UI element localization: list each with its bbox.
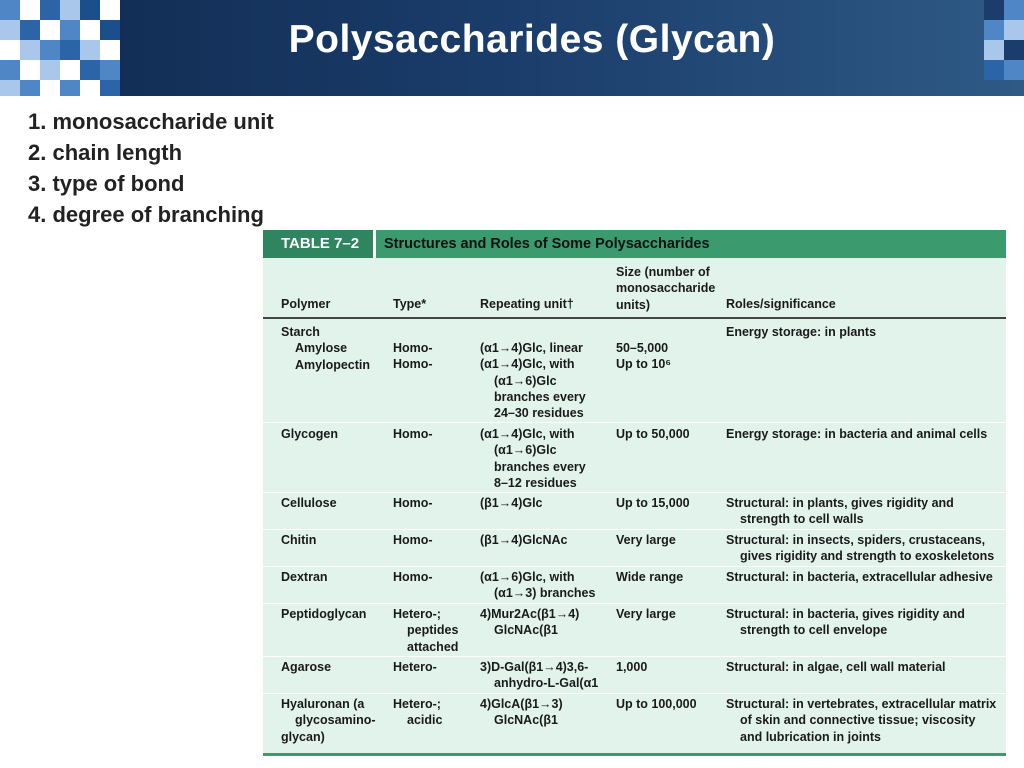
table-caption: Structures and Roles of Some Polysaccharides: [384, 236, 710, 252]
chitin-roles: [726, 532, 994, 565]
roles-line: Structural: in plants, gives rigidity and: [726, 496, 954, 510]
unit-line: (α1→4)Glc, with: [480, 427, 575, 441]
chitin-size: Very large: [616, 533, 676, 547]
table-header-divider: [373, 230, 376, 258]
polymer-name: glycosamino-: [295, 713, 376, 728]
col-header-type: Type*: [393, 297, 427, 311]
polymer-name: Starch: [281, 325, 320, 339]
unit-line: 4)GlcA(β1→3): [480, 697, 563, 711]
type-value: Homo-: [393, 341, 433, 355]
unit-line: 8–12 residues: [494, 475, 577, 490]
type-value: Hetero-;: [393, 607, 441, 621]
peptidoglycan-roles: [726, 606, 965, 639]
type-value: attached: [407, 639, 459, 654]
peptidoglycan-unit: [480, 606, 579, 639]
polymer-subtype: Amylopectin: [295, 357, 371, 372]
peptidoglycan-polymer: Peptidoglycan: [281, 607, 367, 621]
unit-line: (α1→3) branches: [494, 586, 596, 601]
starch-roles: Energy storage: in plants: [726, 325, 877, 339]
glycogen-type: Homo-: [393, 427, 433, 441]
unit-line: 4)Mur2Ac(β1→4): [480, 607, 580, 621]
row-rule: [263, 656, 1006, 657]
glycogen-size: Up to 50,000: [616, 427, 690, 441]
key-points-list: [28, 106, 274, 230]
cellulose-roles: [726, 495, 954, 528]
decorative-mosaic-left: [0, 0, 120, 96]
glycogen-roles: Energy storage: in bacteria and animal cells: [726, 427, 988, 441]
roles-line: strength to cell envelope: [740, 623, 888, 638]
point-item: 1. monosaccharide unit: [28, 109, 274, 134]
decorative-mosaic-right: [978, 0, 1024, 96]
starch-size: [616, 340, 671, 373]
starch-type: [393, 340, 433, 373]
roles-line: of skin and connective tissue; viscosity: [740, 713, 976, 728]
hyaluronan-unit: [480, 696, 563, 729]
agarose-unit: [480, 659, 598, 692]
header-rule: [263, 317, 1006, 319]
col-header-size: [616, 264, 715, 313]
row-rule: [263, 603, 1006, 604]
roles-line: Structural: in bacteria, gives rigidity and: [726, 607, 965, 621]
point-item: 3. type of bond: [28, 171, 185, 196]
polymer-subtype: Amylose: [295, 341, 348, 356]
cellulose-unit: (β1→4)Glc: [480, 496, 543, 510]
size-value: Up to 10⁶: [616, 357, 672, 372]
chitin-polymer: Chitin: [281, 533, 317, 547]
peptidoglycan-size: Very large: [616, 607, 676, 621]
hyaluronan-size: Up to 100,000: [616, 697, 697, 711]
type-value: peptides: [407, 623, 459, 638]
row-rule: [263, 492, 1006, 493]
cellulose-type: Homo-: [393, 496, 433, 510]
polymer-name: Hyaluronan (a: [281, 697, 365, 711]
col-header-roles: Roles/significance: [726, 297, 836, 311]
col-header-size-line: Size (number of: [616, 265, 710, 279]
polysaccharides-table: [263, 230, 1006, 756]
unit-line: branches every: [494, 389, 586, 404]
col-header-size-line: monosaccharide: [616, 281, 716, 296]
unit-line: (α1→6)Glc: [494, 443, 557, 458]
agarose-polymer: Agarose: [281, 660, 332, 674]
roles-line: Structural: in vertebrates, extracellular matrix: [726, 697, 997, 711]
row-rule: [263, 693, 1006, 694]
unit-line: (α1→4)Glc, with: [480, 357, 575, 372]
type-value: acidic: [407, 713, 443, 728]
starch-unit: [480, 340, 586, 421]
type-value: Hetero-;: [393, 697, 441, 711]
point-item: 2. chain length: [28, 140, 183, 165]
hyaluronan-type: [393, 696, 442, 729]
unit-line: GlcNAc(β1: [494, 713, 558, 728]
agarose-type: Hetero-: [393, 660, 437, 674]
chitin-type: Homo-: [393, 533, 433, 547]
hyaluronan-polymer: [281, 696, 376, 745]
unit-line: (α1→4)Glc, linear: [480, 341, 583, 355]
agarose-roles: Structural: in algae, cell wall material: [726, 660, 946, 674]
row-rule: [263, 529, 1006, 530]
unit-line: (α1→6)Glc: [494, 373, 557, 388]
slide-title: Polysaccharides (Glycan): [288, 18, 776, 61]
cellulose-size: Up to 15,000: [616, 496, 690, 510]
cellulose-polymer: Cellulose: [281, 496, 337, 510]
roles-line: Structural: in insects, spiders, crustaceans,: [726, 533, 986, 547]
row-rule: [263, 422, 1006, 423]
point-item: 4. degree of branching: [28, 202, 264, 227]
unit-line: 3)D-Gal(β1→4)3,6-: [480, 660, 589, 674]
size-value: 50–5,000: [616, 341, 669, 355]
dextran-unit: [480, 569, 595, 602]
unit-line: branches every: [494, 459, 586, 474]
roles-line: strength to cell walls: [740, 512, 864, 527]
hyaluronan-roles: [726, 696, 996, 745]
table-label: TABLE 7–2: [263, 230, 373, 258]
dextran-roles: Structural: in bacteria, extracellular adhesive: [726, 570, 993, 584]
starch-polymer: [281, 324, 370, 373]
unit-line: GlcNAc(β1: [494, 623, 558, 638]
polymer-name: glycan): [281, 729, 325, 744]
unit-line: 24–30 residues: [494, 406, 584, 421]
col-header-polymer: Polymer: [281, 297, 331, 311]
peptidoglycan-type: [393, 606, 458, 655]
dextran-size: Wide range: [616, 570, 684, 584]
col-header-size-line: units): [616, 297, 651, 312]
unit-line: (α1→6)Glc, with: [480, 570, 575, 584]
type-value: Homo-: [393, 357, 433, 372]
glycogen-unit: [480, 426, 586, 491]
roles-line: gives rigidity and strength to exoskeletons: [740, 549, 995, 564]
col-header-repeating-unit: Repeating unit†: [480, 297, 574, 311]
glycogen-polymer: Glycogen: [281, 427, 338, 441]
roles-line: and lubrication in joints: [740, 729, 881, 744]
agarose-size: 1,000: [616, 660, 648, 674]
row-rule: [263, 566, 1006, 567]
unit-line: anhydro-L-Gal(α1: [494, 676, 599, 691]
dextran-type: Homo-: [393, 570, 433, 584]
chitin-unit: (β1→4)GlcNAc: [480, 533, 568, 547]
dextran-polymer: Dextran: [281, 570, 328, 584]
